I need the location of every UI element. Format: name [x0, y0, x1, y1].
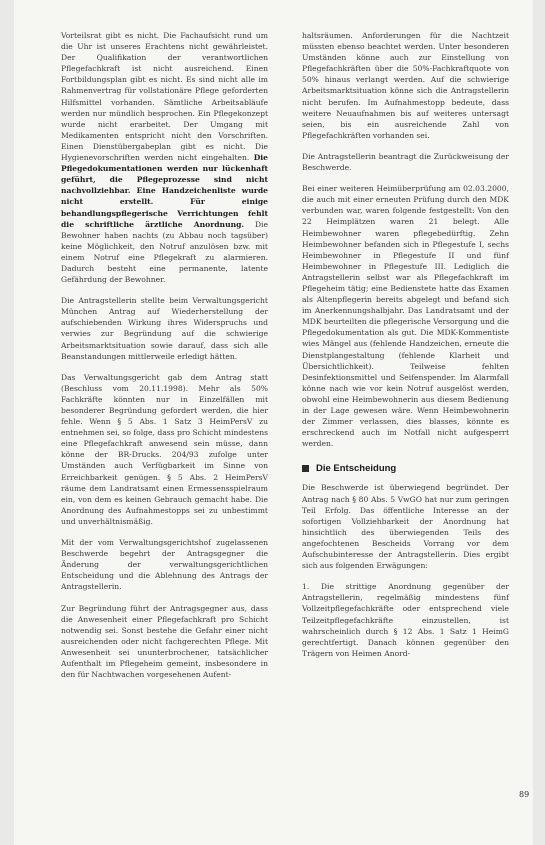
right-paragraph-1: haltsräumen. Anforderungen für die Nachtzeit müssten ebenso beachtet werden. Unter besonderen Umständen könne auch zur Einstellung von Pflegefachkräften über die 50%-Fachkraftquote von 50% hinaus verlangt werden. Auf die schwierige Arbeitsmarktsituation könne sich die Antragstellerin nicht berufen. Im Aufnahmestopp bedeute, dass weitere Neuaufnahmen bis auf weiteres untersagt seien, bis ein ausreichende Zahl von Pflegefachkräften vorhanden sei. [302, 31, 509, 140]
paragraph-text: Die Bewohner haben nachts (zu Abbau noch tagsüber) keine Möglichkeit, den Notruf anzulösen bzw. mit einem Notruf eine Pflegekraft zu alarmieren. Dadurch besteht eine permanente, latente Gefährdung der Bewohner. [61, 219, 268, 285]
left-paragraph-2: Die Antragstellerin stellte beim Verwaltungsgericht München Antrag auf Wiederherstellung der aufschiebenden Wirkung ihres Widerspruchs und verwies zur Begründung auf die schwierige Arbeitsmarktsituation sowie darauf, dass sich alle Beanstandungen mittlerweile erledigt hätten. [61, 296, 268, 361]
page-number: 89 [519, 790, 530, 799]
left-paragraph-3: Das Verwaltungsgericht gab dem Antrag statt (Beschluss vom 20.11.1998). Mehr als 50% Fachkräfte könnten nur in Einzelfällen mit besonderer Begründung gefordert werden, die hier fehle. Wenn § 5 Abs. 1 Satz 3 HeimPersV zu entnehmen sei, so folge, dass pro Schicht mindestens eine Pflegefachkraft anwesend sein müsse, dann könne der BR-Drucks. 204/93 zufolge unter Umständen auch Verfügbarkeit im Sinne von Erreichbarkeit genügen. § 5 Abs. 2 HeimPersV räume dem Landratsamt einen Ermessensspielraum ein, von dem es keinen Gebrauch gemacht habe. Die Anordnung des Aufnahmestopps sei zu unbestimmt und unverhältnismäßig. [61, 372, 268, 526]
paragraph-text: Vorteilsrat gibt es nicht. Die Fachaufsicht rund um die Uhr ist unseres Erachtens nicht gewährleistet. Der Qualifikation der verantwortlichen Pflegefachkraft ist nicht ausreichend. Einen Fortbildungsplan gibt es nicht. Es sind nicht alle im Rahmenvertrag für vollstationäre Pflege geforderten Hilfsmittel vorhanden. Sämtliche Arbeitsabläufe werden nur mündlich besprochen. Ein Pflegekonzept wurde nicht erarbeitet. Der Umgang mit Medikamenten entspricht nicht den Vorschriften. Einen Dienstübergabeplan gibt es nicht. Die Hygienevorschriften werden nicht eingehalten. [61, 31, 268, 163]
left-paragraph-5: Zur Begründung führt der Antragsgegner aus, dass die Anwesenheit einer Pflegefachkraft pro Schicht notwendig sei. Sonst bestehe die Gefahr einer nicht ausreichenden oder nicht fachgerechten Pflege. Mit Anwesenheit sei ununterbrochener, tatsächlicher Aufenthalt im Pflegeheim gemeint, insbesondere in den für Nachtwachen vorgesehenen Aufent- [61, 603, 268, 680]
right-paragraph-3: Bei einer weiteren Heimüberprüfung am 02.03.2000, die auch mit einer erneuten Prüfung durch den MDK verbunden war, waren folgende festgestellt: Von den 22 Heimplätzen waren 21 belegt. Alle Heimbewohner waren pflegebedürftig. Zehn Heimbewohner befanden sich in Pflegestufe I, sechs Heimbewohner in Pflegestufe II und fünf Heimbewohner in Pflegestufe III. Lediglich die Antragstellerin selbst war als Pflegefachkraft im Pflegeheim tätig; eine Bedienstete hatte das Examen als Altenpflegerin bereits abgelegt und befand sich im Anerkennungshalbjahr. Das Landratsamt und der MDK beurteilten die pflegerische Versorgung und die Pflegedokumentation als gut. Die MDK-Kommentiste wies Mängel aus (fehlende Handzeichen, erneute die Dienstplangestaltung (fehlende Klarheit und Übersichtlichkeit). Teilweise fehlten Desinfektionsmittel und Seifenspender. Im Alarmfall könne nach wie vor kein Notruf ausgelöst werden, obwohl eine Heimbewohnerin aus diesem Bedienung in der Lage gewesen wäre. Wenn Heimbewohnerin der Zimmer verlassen, dies blasses, könnte es erschreckend auch im Notfall nicht aufgesperrt werden. [302, 184, 509, 449]
right-paragraph-4: Die Beschwerde ist überwiegend begründet. Der Antrag nach § 80 Abs. 5 VwGO hat nur zum geringen Teil Erfolg. Das öffentliche Interesse an der sofortigen Vollziehbarkeit der Anordnung hat hinsichtlich des überwiegenden Teils des angefochtenen Bescheids Vorrang vor dem Aufschubinteresse der Antragstellerin. Dies ergibt sich aus folgenden Erwägungen: [302, 483, 509, 571]
right-paragraph-2: Die Antragstellerin beantragt die Zurückweisung der Beschwerde. [302, 151, 509, 173]
square-bullet-icon [302, 465, 309, 472]
left-paragraph-1 [61, 30, 268, 285]
bold-text: Die Pflegedokumentationen werden nur lückenhaft geführt, die Pflegeprozesse sind nicht nachvollziehbar. Eine Handzeichenliste wurde nicht erstellt. Für einige behandlungspflegerische Verrichtungen fehlt die schriftliche ärztliche Anordnung. [61, 153, 268, 229]
document-page [14, 0, 533, 845]
right-paragraph-5: 1. Die strittige Anordnung gegenüber der Antragstellerin, regelmäßig mindestens fünf Vollzeitpflegefachkräfte oder entsprechend viele Teilzeitpflegefachkräfte einzustellen, ist wahrscheinlich durch § 12 Abs. 1 Satz 1 HeimG gerechtfertigt. Danach können gegenüber den Trägern von Heimen Anord- [302, 582, 509, 658]
right-column [302, 30, 509, 669]
section-heading [302, 463, 509, 474]
section-heading-text: Die Entscheidung [316, 463, 397, 475]
left-paragraph-4: Mit der vom Verwaltungsgerichtshof zugelassenen Beschwerde begehrt der Antragsgegner die Änderung der verwaltungsgerichtlichen Entscheidung und die Ablehnung des Antrags der Antragstellerin. [61, 538, 268, 592]
left-column [61, 30, 268, 690]
